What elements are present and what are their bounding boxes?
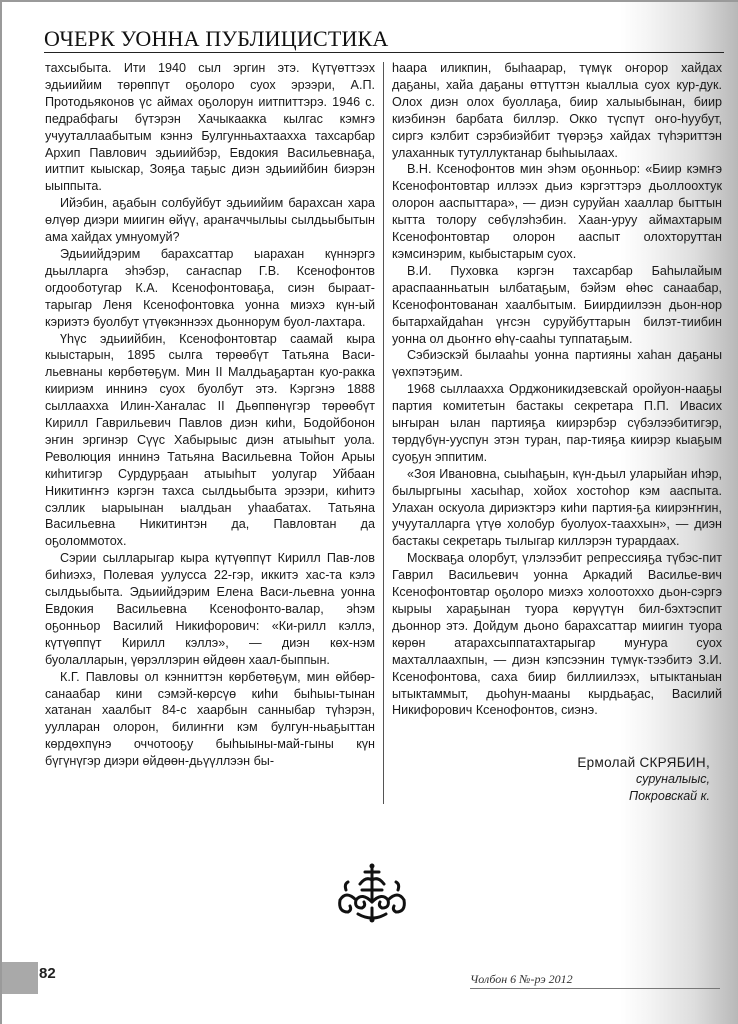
right-column [392,60,722,719]
paragraph: тахсыбыта. Ити 1940 сыл эргин этэ. Күтүөттээх эдьиийим төрөппүт оҕолоро суох эрээри, А.П. Протодьяконов үс аймах оҕолорун иитпиттэрэ. 1946 с. педрабфагы бүтэрэн Хачыкаакка кылгас кэмҥэ учууталлаабытым кэннэ Булгунньахтаахха тахсарбар Архип Павлович эдьиийбэр, Евдокия Васильевнаҕа, иитпит кыыскар, Зояҕа таҕыс диэн эдьиийбин биэрэн ыыппыта. [45,61,375,194]
author-name: Ермолай СКРЯБИН, [577,755,710,770]
left-column [45,60,375,770]
journal-issue: Чолбон 6 №-рэ 2012 [470,972,720,989]
paragraph: Үһүс эдьиийбин, Ксенофонтовтар саамай кыра кыыстарын, 1895 сылга төрөөбүт Татьяна Васи-льевнаны көрбөтөҕүм. Мин II Малдьаҕартан куо-ракка киириэм иннинэ суох буолбут этэ. Кэргэнэ 1888 сыллаахха Илин-Хаҥалас II Дьөппөнүгэр төрөөбүт Кирилл Гаврильевич Павлов диэн киһи, Бодойбонон эҥин эргинэр Сүүс Хабырыыс диэн атыыһыт уола. Революция иннинэ Татьяна Васильевна Тойон Арыы киһитигэр Сурдурҕаан атыыһыт уолугар Уйбаан Никитиҥҥэ кэргэн тахса сылдьыбыта эрээри, киһитэ сэллик ыарыынан ыалдьан уһаабатах. Татьяна Васильевна Никитинтэн да, Павловтан да оҕоломмотох. [45,331,375,549]
paragraph: К.Г. Павловы ол кэнниттэн көрбөтөҕүм, мин өйбөр-санаабар кини сэмэй-көрсүө киһи быһыы-тынан хатанан хаалбыт 84-с хаарбын санныбар түһэрэн, уулларан олорон, билиҥҥи кэм булгун-ньаҕыттан көрдөхпүнэ оччотооҕу быһыыны-май-гыны күн бүгүнүгэр диэри өйдөөн-дьүүллээн бы- [45,669,375,769]
section-title: ОЧЕРК УОННА ПУБЛИЦИСТИКА [44,26,389,51]
paragraph: Сэбиэскэй былааһы уонна партияны хаһан даҕаны үөхпэтэҕим. [392,348,722,380]
paragraph: һаара иликпин, быһаарар, түмүк оҥорор хайдах даҕаны, хайа даҕаны өттүттэн кыаллыа суох кур-дук. Олох диэн олох буоллаҕа, биир халыыбынан, биир киэбинэн барбата биллэр. Окко түспүт оҥо-һуубут, сиргэ кэлбит сэрэбиэйбит түөрэҕэ хайдах түһэриттэн улаханнык тутуллуктанар быһыылаах. [392,61,722,160]
page-number: 82 [39,965,56,982]
paragraph: 1968 сыллаахха Орджоникидзевскай оройуон-нааҕы партия комитетын бастакы секретара П.П. Ивасих ыҥыран ылан партияҕа киирэрбэр сүбэлээбитигэр, төрдүбүн-ууспун этэн туран, пар-тияҕа киирэр кыаҕым суоҕун эппитим. [392,382,722,464]
paragraph: Сэрии сылларыгар кыра күтүөппүт Кирилл Пав-лов биһиэхэ, Полевая уулусса 22-гэр, иккитэ хас-та кэлэ сылдьыбыта. Эдьиийдэрим Елена Васи-льевна уонна Евдокия Васильевна Ксенофонто-валар, эһэм оҕонньор Василий Никифорович: «Ки-рилл кэллэ, күтүөппүт Кирилл кэллэ», — диэн көх-нэм буолалларын, үөрэллэрин өйдөөн хаал-быппын. [45,551,375,667]
paragraph: В.И. Пуховка кэргэн тахсарбар Баһылайым араспаанньатын ылбатаҕым, бэйэм өһөс санаабар, Ксенофонтованан хаалбытым. Биирдиилээн дьон-нор бытархайдаһан үҥсэн суруйбуттарын билэт-тиибин уонна ол дьоҥҥо өһү-сааһы туппатаҕым. [392,263,722,346]
page-tab-marker [2,962,38,994]
paragraph: Москваҕа олорбут, үлэлээбит репрессияҕа түбэс-пит Гаврил Васильевич уонна Аркадий Василье-вич Ксенофонтовтар оҕолоро миэхэ холоотоххо дьон-сэргэ кырыы хараҕынан туора көрүүтүн бил-бэхтэспит дьоннор этэ. Дойдум дьоно барахсаттар миигин туора көрөн атарахсыппатахтарыгар муҥура суох махталлаахпын, — диэн кэпсээнин түмүк-тээбитэ З.И. Ксенофонтова, саха биир биллиилээх, ытыктаныан ытыктаммыт, дьоһун-мааны кырдьаҕас, Василий Никифорович Ксенофонтов, сиэнэ. [392,551,722,718]
author-role: суруналыыс, [635,772,710,786]
section-header [44,24,724,53]
paragraph: Ийэбин, аҕабын солбуйбут эдьиийим барахсан хара өлүөр диэри миигин өйүү, араҥаччылыы сылдьыбытын ама хайдах умнуомуй? [45,196,375,245]
author-place: Покровскай к. [629,789,710,803]
yakut-ornament-icon [332,862,412,926]
author-signature [577,754,710,805]
paragraph: «Зоя Ивановна, сыыһаҕын, күн-дьыл уларыйан иһэр, былыргыны хасыһар, хойох хостоһор кэм ааспыта. Улахан оскуола дириэктэрэ киһи партия-ҕа киирэҥҥин, учууталларга үтүө холобур буолуох-тааххын», — диэн бастакы секретарь тылыгар киллэрэн турардаах. [392,466,722,549]
column-divider [383,62,384,804]
paragraph: В.Н. Ксенофонтов мин эһэм оҕонньор: «Биир кэмҥэ Ксенофонтовтар иллээх дьиэ кэргэттэрэ дьоллоохтук олорон ааспыттара», — диэн суруйан хааллар быттын кытта толору сөбүлэһэбин. Хаан-уруу аймахтарым Ксенофонтовтар олорон ааспыт олохторуттан кэмсинэрим, кыбыстарым суох. [392,162,722,261]
paragraph: Эдьиийдэрим барахсаттар ыарахан күннэргэ дьылларга эһэбэр, саҥаспар Г.В. Ксенофонтов огдооботугар К.А. Ксенофонтоваҕа, сиэн быраат-тарыгар Леня Ксенофонтовка уонна миэхэ күн-ый кэриэтэ буолбут үтүөкэннээх дьоннорум буол-лахтара. [45,246,375,329]
